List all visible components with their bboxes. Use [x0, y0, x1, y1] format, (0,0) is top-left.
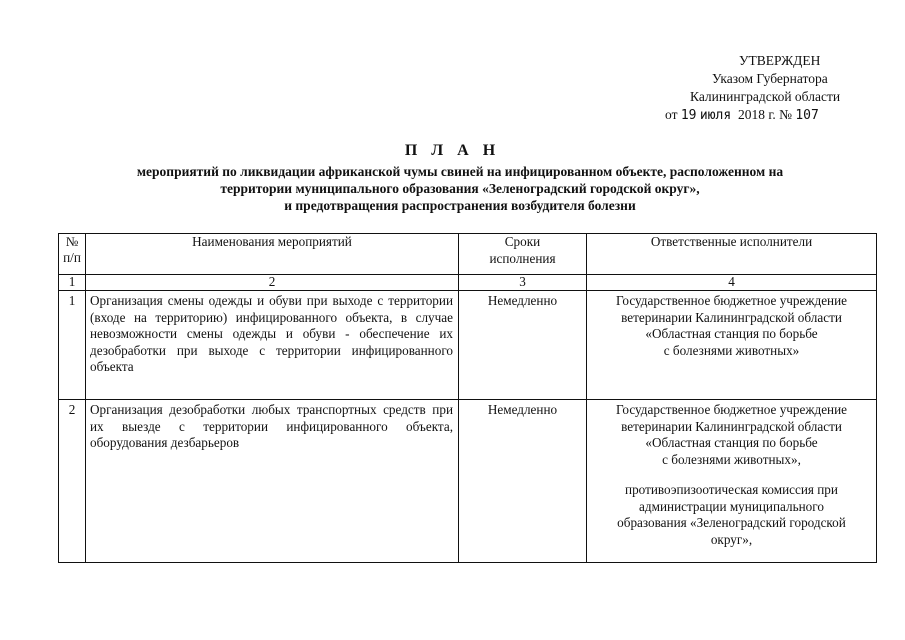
- responsible-line: ветеринарии Калининградской области: [621, 309, 842, 325]
- approval-decree: Указом Губернатора: [712, 71, 828, 86]
- approval-date-line: [640, 106, 865, 125]
- plan-title: П Л А Н: [404, 142, 501, 159]
- table-header-row: [59, 234, 877, 275]
- responsible-entity: [591, 293, 872, 359]
- header-number-abbr: п/п: [63, 250, 81, 265]
- date-month: июля: [699, 108, 732, 123]
- date-year: 2018 г.: [737, 107, 776, 122]
- approval-block: [640, 52, 865, 125]
- responsible-line: «Областная станция по борьбе: [645, 435, 818, 450]
- responsible-line: Государственное бюджетное учреждение: [615, 402, 848, 417]
- responsible-line: с болезнями животных»,: [662, 451, 801, 467]
- responsible-line: ветеринарии Калининградской области: [621, 418, 842, 434]
- subtitle-line: территории муниципального образования «Зеленоградский городской округ»,: [220, 181, 700, 196]
- column-index: 1: [59, 275, 86, 291]
- column-index: 3: [459, 275, 587, 291]
- table-row: [59, 291, 877, 400]
- measures-table: [58, 233, 877, 563]
- header-number: [59, 234, 86, 275]
- measure-responsible: [587, 400, 877, 563]
- responsible-line: противоэпизоотическая комиссия при: [625, 482, 838, 497]
- header-number-sign: №: [65, 234, 79, 249]
- responsible-line: Государственное бюджетное учреждение: [615, 293, 848, 308]
- measure-name: Организация смены одежды и обуви при выходе с территории (входе на территорию) инфицированного объекта, в случае невозможности смены одежды и обуви - обеспечение их дезобработки при выходе с территории инфицированного объекта: [86, 291, 459, 400]
- header-measure-name: Наименования мероприятий: [86, 234, 459, 275]
- subtitle-line: и предотвращения распространения возбудителя болезни: [284, 198, 636, 213]
- responsible-line: округ»,: [710, 531, 753, 547]
- measure-name: Организация дезобработки любых транспортных средств при их выезде с территории инфицированного объекта, оборудования дезбарьеров: [86, 400, 459, 563]
- date-day: 19: [680, 108, 697, 123]
- header-term-line1: Сроки: [504, 234, 541, 249]
- responsible-line: «Областная станция по борьбе: [645, 326, 818, 341]
- responsible-line: с болезнями животных»: [663, 342, 800, 358]
- header-term-line2: исполнения: [489, 250, 556, 266]
- header-term: [459, 234, 587, 275]
- column-index-row: [59, 275, 877, 291]
- date-prefix: от: [665, 107, 678, 122]
- subtitle-line: мероприятий по ликвидации африканской чумы свиней на инфицированном объекте, расположенном на: [136, 164, 784, 179]
- measure-term: Немедленно: [459, 291, 587, 400]
- measure-responsible: [587, 291, 877, 400]
- measure-term: Немедленно: [459, 400, 587, 563]
- approval-status: УТВЕРЖДЕН: [739, 53, 821, 68]
- responsible-entity: [591, 402, 872, 468]
- column-index: 4: [587, 275, 877, 291]
- responsible-line: администрации муниципального: [639, 498, 824, 514]
- plan-subtitle: [60, 163, 860, 214]
- approval-region: Калининградской области: [690, 89, 841, 104]
- responsible-entity: [591, 482, 872, 548]
- responsible-line: образования «Зеленоградский городской: [617, 515, 846, 530]
- decree-number: 107: [795, 108, 819, 123]
- column-index: 2: [86, 275, 459, 291]
- header-responsible: Ответственные исполнители: [587, 234, 877, 275]
- number-sign: №: [779, 107, 792, 122]
- row-number: 1: [59, 291, 86, 400]
- row-number: 2: [59, 400, 86, 563]
- table-row: [59, 400, 877, 563]
